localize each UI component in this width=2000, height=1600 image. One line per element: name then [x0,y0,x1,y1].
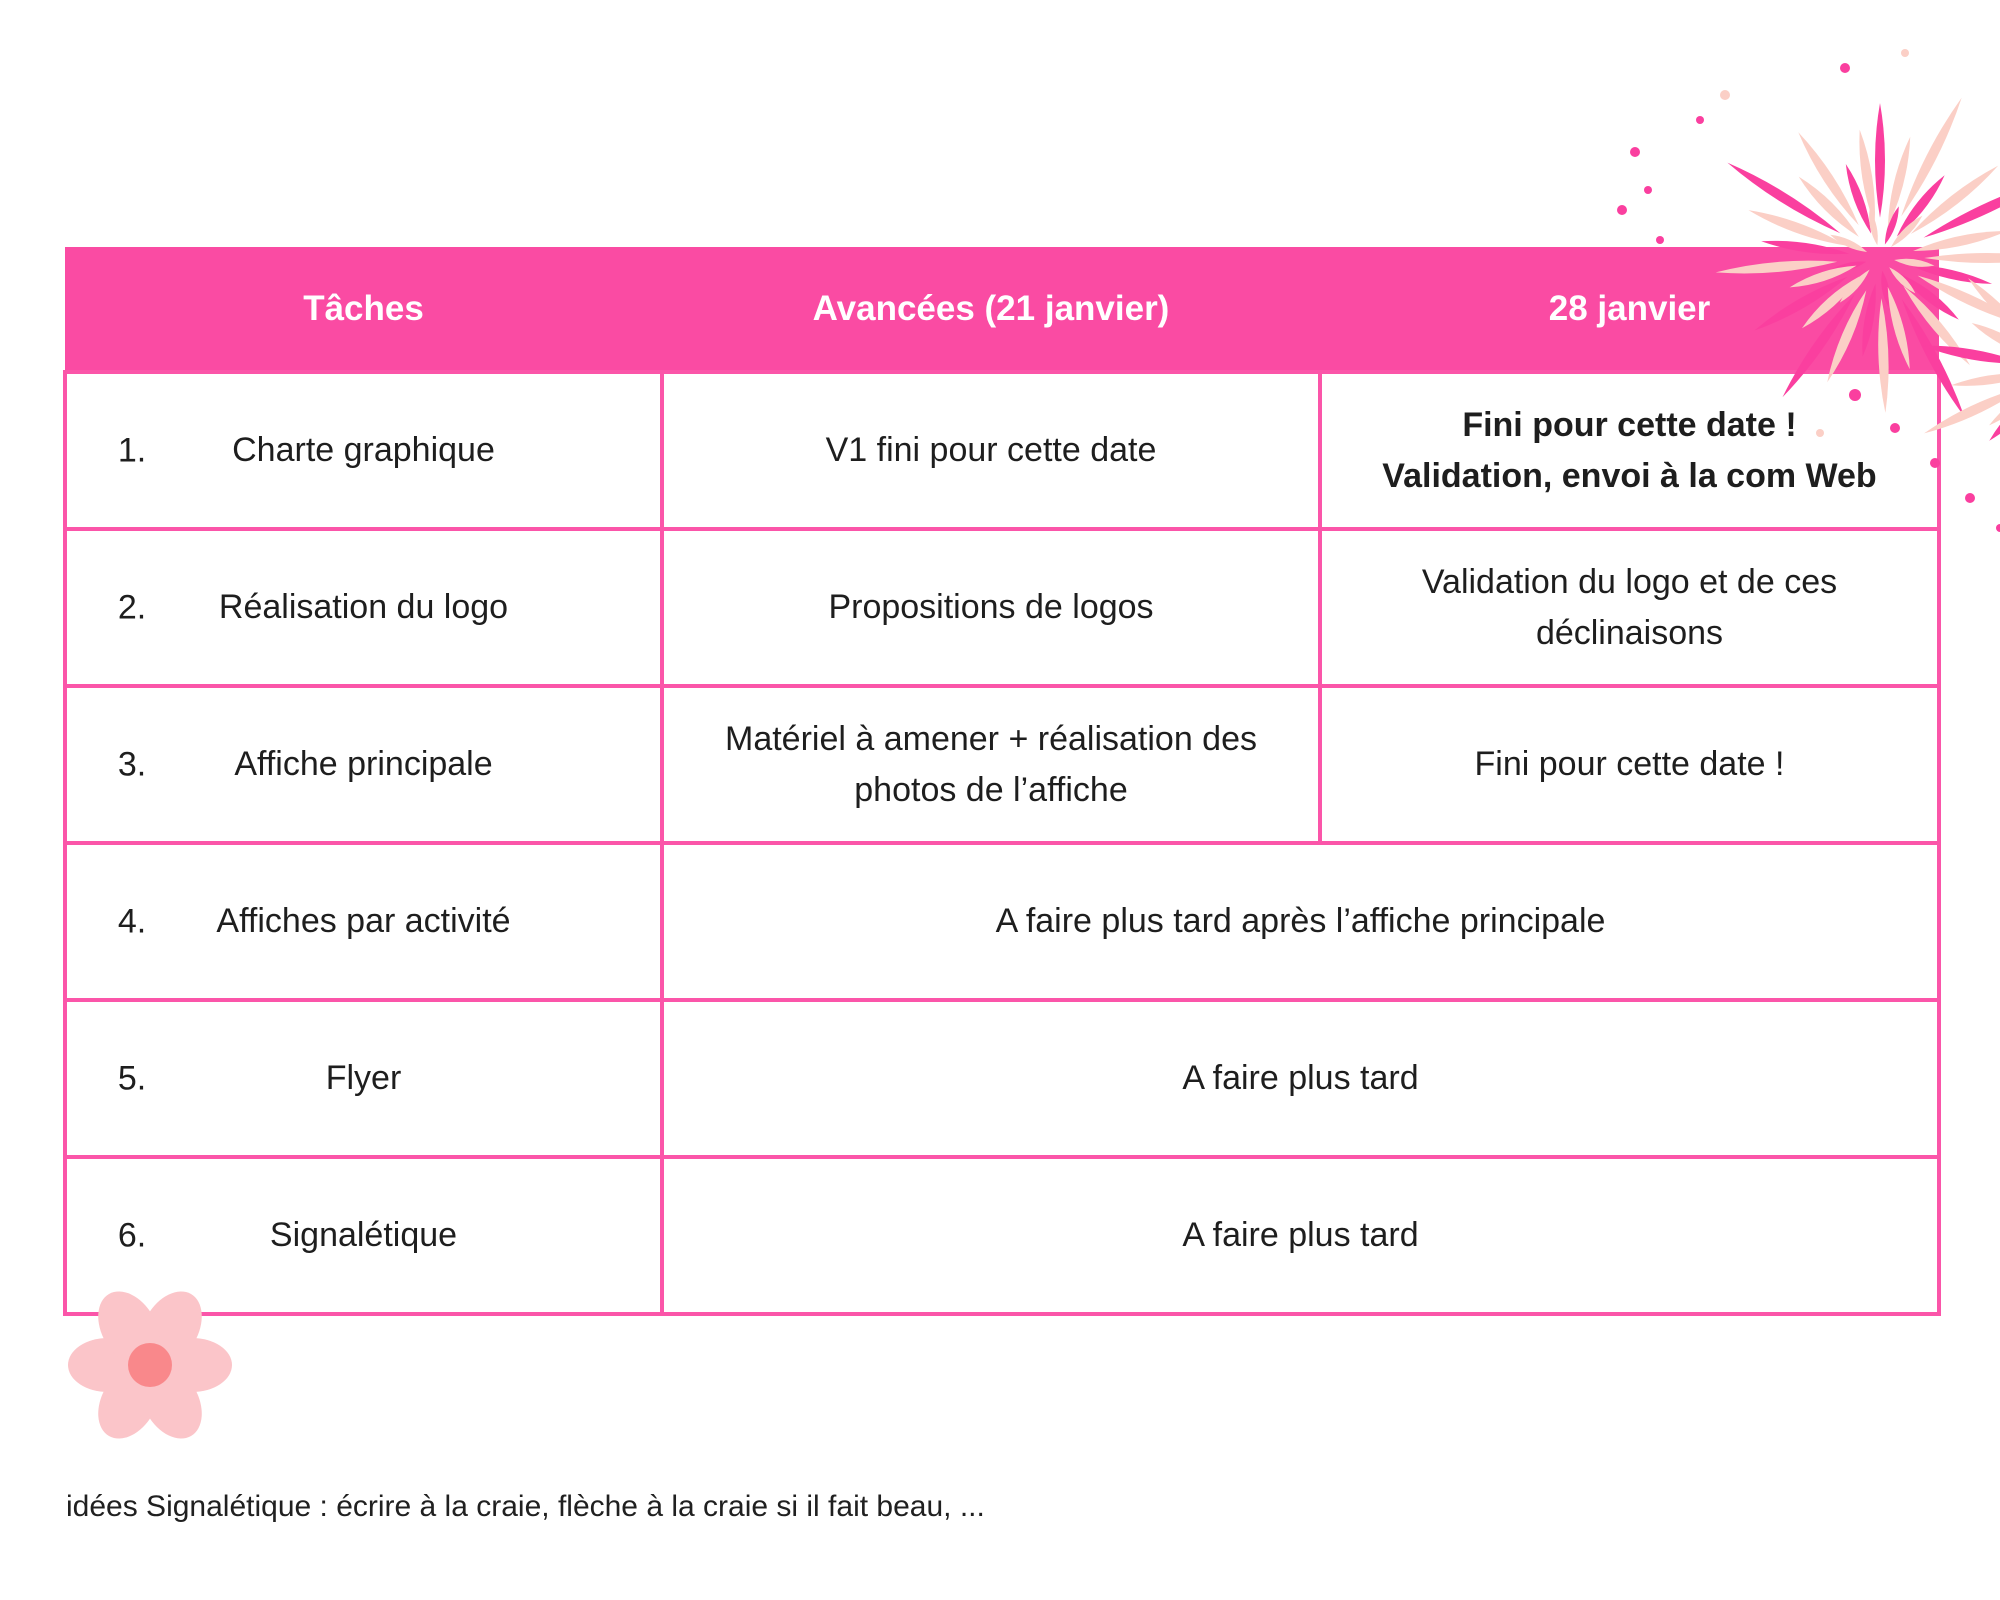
jan28-cell: Fini pour cette date ! [1320,686,1939,843]
task-cell [65,686,662,843]
table-row [65,1000,1939,1157]
row-number: 4. [117,902,147,940]
task-label: Flyer [325,1059,402,1097]
jan28-cell: Validation du logo et de ces déclinaisons [1320,529,1939,686]
table-row [65,529,1939,686]
header-cell-avancees: Avancées (21 janvier) [662,247,1320,372]
avancees-cell: V1 fini pour cette date [662,372,1320,529]
task-cell [65,843,662,1000]
task-cell [65,372,662,529]
table-row [65,1157,1939,1314]
task-label: Réalisation du logo [218,588,509,626]
jan28-cell [1320,372,1939,529]
task-label: Charte graphique [232,431,495,469]
merged-status-cell: A faire plus tard [662,1157,1939,1314]
merged-status-cell: A faire plus tard [662,1000,1939,1157]
row-number: 5. [117,1059,147,1097]
row-number: 3. [117,745,147,783]
avancees-cell: Propositions de logos [662,529,1320,686]
table-row [65,372,1939,529]
planning-table [63,247,1941,1316]
row-number: 6. [117,1216,147,1254]
header-cell-taches: Tâches [65,247,662,372]
jan28-line-1: Fini pour cette date ! [1462,405,1797,444]
task-cell [65,1000,662,1157]
table-row [65,686,1939,843]
task-label: Affiches par activité [216,902,511,940]
header-cell-28-janvier: 28 janvier [1320,247,1939,372]
task-cell [65,1157,662,1314]
merged-status-cell: A faire plus tard après l’affiche principale [662,843,1939,1000]
task-label: Affiche principale [234,745,493,783]
row-number: 1. [117,431,147,469]
task-label: Signalétique [269,1216,458,1254]
row-number: 2. [117,588,147,626]
jan28-line-2: Validation, envoi à la com Web [1382,456,1877,495]
table-row [65,843,1939,1000]
avancees-cell: Matériel à amener + réalisation des photos de l’affiche [662,686,1320,843]
footer-note: idées Signalétique : écrire à la craie, flèche à la craie si il fait beau, ... [66,1490,985,1523]
task-cell [65,529,662,686]
header-row [65,247,1939,372]
